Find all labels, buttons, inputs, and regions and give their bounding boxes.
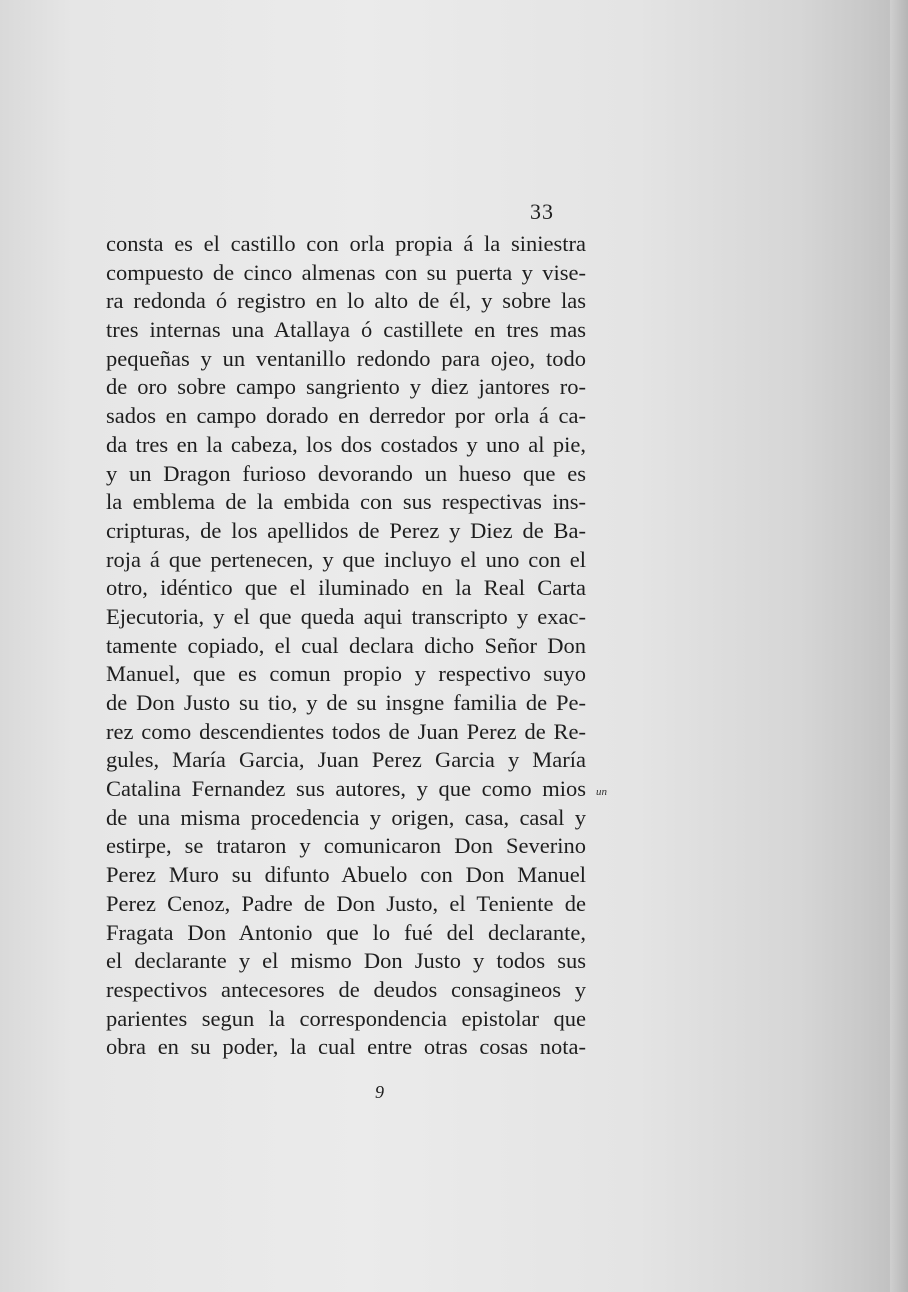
text-line: y un Dragon furioso devorando un hueso que es (106, 460, 586, 486)
text-line: Perez Muro su difunto Abuelo con Don Manuel (106, 862, 586, 888)
text-line: la emblema de la embida con sus respectivas ins- (106, 489, 586, 515)
text-line: roja á que pertenecen, y que incluyo el uno con el (106, 546, 586, 572)
text-line: da tres en la cabeza, los dos costados y uno al pie, (106, 431, 586, 457)
text-line: estirpe, se trataron y comunicaron Don Severino (106, 833, 586, 859)
text-line: Manuel, que es comun propio y respectivo suyo (106, 661, 586, 687)
text-line: compuesto de cinco almenas con su puerta y vise- (106, 259, 586, 285)
text-line: Ejecutoria, y el que queda aqui transcripto y exac- (106, 603, 586, 629)
signature-mark: 9 (375, 1082, 384, 1102)
page-spine-shadow (890, 0, 908, 1292)
text-line: consta es el castillo con orla propia á la siniestra (106, 231, 586, 256)
text-line: rez como descendientes todos de Juan Perez de Re- (106, 718, 586, 744)
text-line: Catalina Fernandez sus autores, y que como mios (106, 776, 586, 802)
page-number: 33 (530, 199, 554, 224)
text-line: cripturas, de los apellidos de Perez y Diez de Ba- (106, 517, 586, 543)
text-line: tamente copiado, el cual declara dicho Señor Don (106, 632, 586, 658)
text-line: ra redonda ó registro en lo alto de él, y sobre las (106, 288, 586, 314)
text-line: otro, idéntico que el iluminado en la Real Carta (106, 575, 586, 601)
text-line: de oro sobre campo sangriento y diez jantores ro- (106, 374, 586, 400)
text-line: el declarante y el mismo Don Justo y todos sus (106, 948, 586, 974)
text-line: de una misma procedencia y origen, casa, casal y (106, 804, 586, 830)
text-line: Fragata Don Antonio que lo fué del declarante, (106, 919, 586, 945)
text-line: sados en campo dorado en derredor por orla á ca- (106, 403, 586, 429)
handwritten-annotation: un (596, 786, 607, 798)
text-line: pequeñas y un ventanillo redondo para ojeo, todo (106, 345, 586, 371)
text-line: Perez Cenoz, Padre de Don Justo, el Teniente de (106, 890, 586, 916)
text-line: obra en su poder, la cual entre otras cosas nota- (106, 1034, 586, 1060)
text-line: de Don Justo su tio, y de su insgne familia de Pe- (106, 690, 586, 715)
text-line: parientes segun la correspondencia epistolar que (106, 1005, 586, 1031)
body-text (106, 230, 586, 1062)
text-line: respectivos antecesores de deudos consagineos y (106, 976, 586, 1002)
text-line: tres internas una Atallaya ó castillete en tres mas (106, 317, 586, 343)
text-line: gules, María Garcia, Juan Perez Garcia y María (106, 747, 586, 773)
